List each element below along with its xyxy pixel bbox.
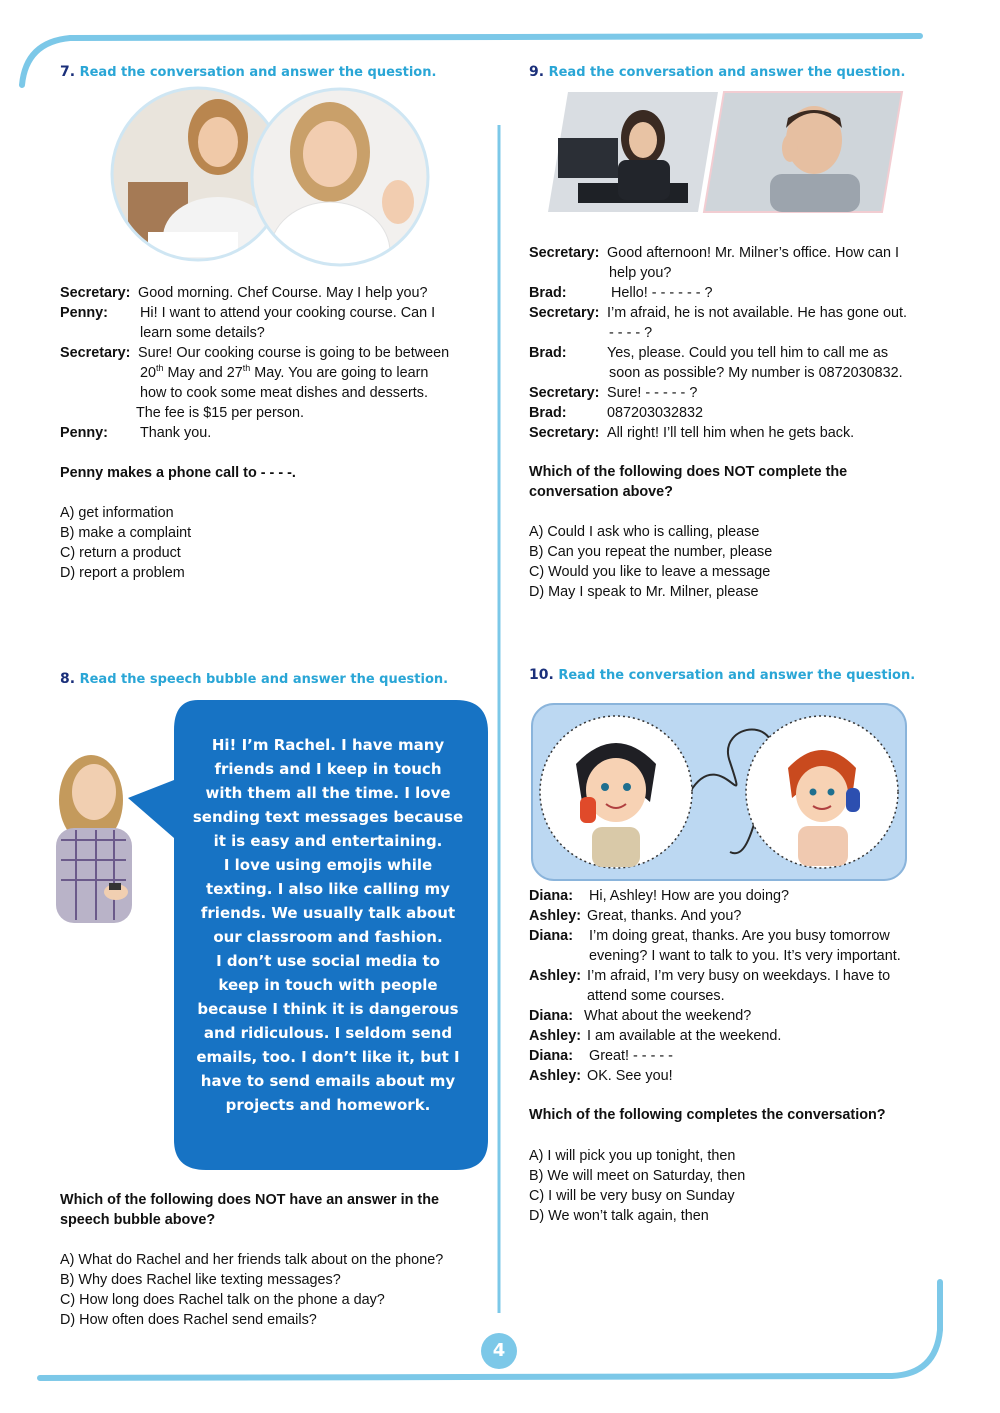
bubble-line: keep in touch with people bbox=[218, 976, 438, 994]
q7-option-c[interactable]: C) return a product bbox=[60, 545, 181, 561]
q7-option-a[interactable]: A) get information bbox=[60, 505, 174, 521]
q8-heading bbox=[60, 671, 448, 687]
bubble-line: our classroom and fashion. bbox=[213, 928, 443, 946]
q9-line: Yes, please. Could you tell him to call me as bbox=[607, 345, 889, 361]
q10-line: Great! - - - - - bbox=[589, 1048, 673, 1064]
bubble-line: have to send emails about my bbox=[200, 1072, 456, 1090]
q7-option-b[interactable]: B) make a complaint bbox=[60, 525, 192, 541]
q8-question bbox=[60, 1190, 490, 1230]
q9-question-line: conversation above? bbox=[529, 484, 673, 500]
q9-line: Good afternoon! Mr. Milner’s office. How can I bbox=[607, 245, 899, 261]
q10-illustration bbox=[530, 702, 910, 882]
q10-option-c[interactable]: C) I will be very busy on Sunday bbox=[529, 1188, 735, 1204]
q10-option-d[interactable]: D) We won’t talk again, then bbox=[529, 1208, 709, 1224]
q9-line: - - - - ? bbox=[609, 325, 653, 341]
q9-speaker: Secretary: bbox=[529, 425, 600, 441]
bubble-line: I don’t use social media to bbox=[216, 952, 440, 970]
q9-line: Hello! - - - - - - ? bbox=[611, 285, 713, 301]
q7-speaker: Secretary: bbox=[60, 345, 131, 361]
q8-number: 8. bbox=[60, 671, 76, 687]
q8-option-b[interactable]: B) Why does Rachel like texting messages? bbox=[60, 1272, 341, 1288]
q9-option-a[interactable]: A) Could I ask who is calling, please bbox=[529, 524, 760, 540]
q10-line: OK. See you! bbox=[587, 1068, 673, 1084]
q9-instruction: Read the conversation and answer the question. bbox=[548, 65, 906, 80]
q10-speaker: Diana: bbox=[529, 888, 573, 904]
q9-question bbox=[529, 462, 949, 502]
q10-option-b[interactable]: B) We will meet on Saturday, then bbox=[529, 1168, 746, 1184]
bubble-line: because I think it is dangerous bbox=[197, 1000, 459, 1018]
q9-option-d[interactable]: D) May I speak to Mr. Milner, please bbox=[529, 584, 759, 600]
q9-line: soon as possible? My number is 0872030832. bbox=[609, 365, 903, 381]
q9-line: Sure! - - - - - ? bbox=[607, 385, 698, 401]
q8-option-d[interactable]: D) How often does Rachel send emails? bbox=[60, 1312, 317, 1328]
q9-number: 9. bbox=[529, 64, 545, 80]
q8-options bbox=[60, 1250, 443, 1330]
page-number: 4 bbox=[481, 1333, 517, 1369]
bubble-line: texting. I also like calling my bbox=[206, 880, 450, 898]
q9-question-line: Which of the following does NOT complete the bbox=[529, 464, 848, 480]
q10-line: I am available at the weekend. bbox=[587, 1028, 782, 1044]
q9-speaker: Brad: bbox=[529, 285, 567, 301]
q9-options bbox=[529, 522, 772, 602]
secretary-office-photo bbox=[548, 92, 718, 212]
bubble-line: Hi! I’m Rachel. I have many bbox=[211, 736, 445, 754]
q7-line: how to cook some meat dishes and desserts. bbox=[140, 385, 428, 401]
bubble-line: sending text messages because bbox=[192, 808, 464, 826]
q8-question-line: speech bubble above? bbox=[60, 1212, 216, 1228]
q10-number: 10. bbox=[529, 667, 554, 683]
q9-speaker: Secretary: bbox=[529, 385, 600, 401]
q9-line: All right! I’ll tell him when he gets back. bbox=[607, 425, 855, 441]
q7-speaker: Penny: bbox=[60, 425, 108, 441]
q9-heading bbox=[529, 64, 905, 80]
q10-instruction: Read the conversation and answer the question. bbox=[558, 668, 916, 683]
q7-line: The fee is $15 per person. bbox=[136, 405, 304, 421]
q10-line: I’m doing great, thanks. Are you busy tomorrow bbox=[589, 928, 890, 944]
q8-option-a[interactable]: A) What do Rachel and her friends talk about on the phone? bbox=[60, 1252, 444, 1268]
q9-line: help you? bbox=[609, 265, 672, 281]
q10-line: Hi, Ashley! How are you doing? bbox=[589, 888, 789, 904]
q10-line: I’m afraid, I’m very busy on weekdays. I have to bbox=[587, 968, 891, 984]
q10-heading bbox=[529, 667, 915, 683]
q7-dialogue bbox=[60, 283, 490, 443]
q7-line: learn some details? bbox=[140, 325, 265, 341]
q10-options bbox=[529, 1146, 745, 1226]
q9-line: I’m afraid, he is not available. He has gone out. bbox=[607, 305, 907, 321]
q10-option-a[interactable]: A) I will pick you up tonight, then bbox=[529, 1148, 736, 1164]
q9-dialogue bbox=[529, 243, 949, 443]
q10-speaker: Ashley: bbox=[529, 1028, 581, 1044]
q10-dialogue bbox=[529, 886, 949, 1086]
q10-line: evening? I want to talk to you. It’s very important. bbox=[589, 948, 901, 964]
q7-line-dates: 20th May and 27th May. You are going to learn bbox=[140, 363, 429, 381]
q7-line: Hi! I want to attend your cooking course. Can I bbox=[140, 305, 436, 321]
q9-line: 087203032832 bbox=[607, 405, 704, 421]
q9-speaker: Brad: bbox=[529, 345, 567, 361]
q7-instruction: Read the conversation and answer the question. bbox=[79, 65, 437, 80]
q9-option-b[interactable]: B) Can you repeat the number, please bbox=[529, 544, 773, 560]
q7-option-d[interactable]: D) report a problem bbox=[60, 565, 185, 581]
q8-option-c[interactable]: C) How long does Rachel talk on the phone a day? bbox=[60, 1292, 385, 1308]
q10-line: attend some courses. bbox=[587, 988, 725, 1004]
q9-option-c[interactable]: C) Would you like to leave a message bbox=[529, 564, 771, 580]
q8-question-line: Which of the following does NOT have an answer in the bbox=[60, 1192, 439, 1208]
q7-line: Sure! Our cooking course is going to be between bbox=[138, 345, 450, 361]
q10-question: Which of the following completes the conversation? bbox=[529, 1107, 886, 1123]
q7-line: Good morning. Chef Course. May I help you? bbox=[138, 285, 428, 301]
q9-speaker: Brad: bbox=[529, 405, 567, 421]
q10-speaker: Diana: bbox=[529, 1008, 573, 1024]
q10-speaker: Ashley: bbox=[529, 908, 581, 924]
q7-speaker: Secretary: bbox=[60, 285, 131, 301]
rachel-photo bbox=[56, 755, 132, 923]
q8-bubble-text bbox=[178, 733, 478, 1117]
q7-number: 7. bbox=[60, 64, 76, 80]
q10-speaker: Ashley: bbox=[529, 1068, 581, 1084]
q10-line: Great, thanks. And you? bbox=[587, 908, 742, 924]
q7-line: Thank you. bbox=[140, 425, 212, 441]
bubble-line: friends. We usually talk about bbox=[200, 904, 456, 922]
q10-speaker: Diana: bbox=[529, 928, 573, 944]
q7-question: Penny makes a phone call to - - - -. bbox=[60, 465, 296, 481]
q9-speaker: Secretary: bbox=[529, 245, 600, 261]
q9-speaker: Secretary: bbox=[529, 305, 600, 321]
bubble-line: with them all the time. I love bbox=[205, 784, 451, 802]
bubble-line: projects and homework. bbox=[225, 1096, 431, 1114]
q9-illustration bbox=[548, 88, 904, 216]
q10-speaker: Ashley: bbox=[529, 968, 581, 984]
brad-photo bbox=[704, 92, 902, 212]
q7-options bbox=[60, 503, 191, 583]
q7-heading bbox=[60, 64, 436, 80]
bubble-line: emails, too. I don’t like it, but I bbox=[196, 1048, 460, 1066]
penny-photo bbox=[248, 82, 438, 272]
q8-instruction: Read the speech bubble and answer the question. bbox=[79, 672, 449, 687]
q10-speaker: Diana: bbox=[529, 1048, 573, 1064]
bubble-line: I love using emojis while bbox=[223, 856, 433, 874]
q7-illustration bbox=[108, 82, 438, 272]
bubble-line: it is easy and entertaining. bbox=[213, 832, 443, 850]
bubble-line: and ridiculous. I seldom send bbox=[203, 1024, 453, 1042]
bubble-line: friends and I keep in touch bbox=[214, 760, 442, 778]
q10-line: What about the weekend? bbox=[584, 1008, 752, 1024]
q7-speaker: Penny: bbox=[60, 305, 108, 321]
